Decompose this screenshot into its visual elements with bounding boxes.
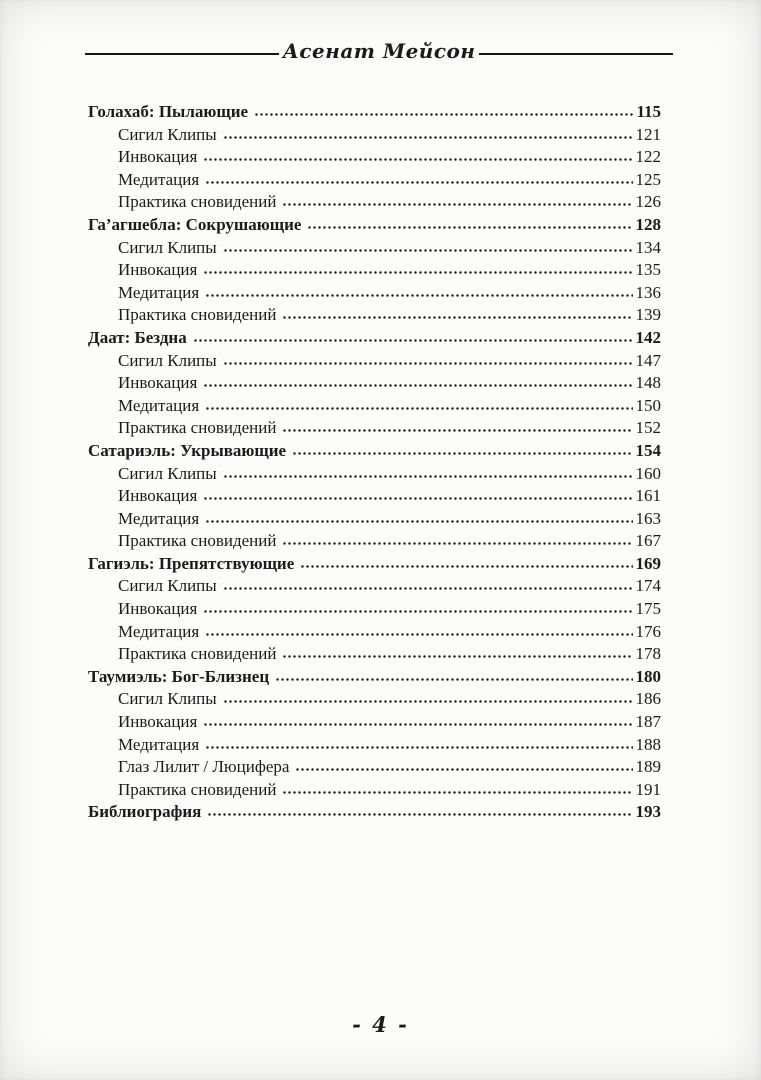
toc-entry-page-number: 175 bbox=[635, 599, 661, 619]
toc-entry-page-number: 147 bbox=[635, 350, 661, 370]
toc-entry-page-number: 191 bbox=[635, 779, 661, 799]
dot-leader bbox=[223, 248, 633, 253]
toc-entry-page-number: 148 bbox=[635, 373, 661, 393]
toc-entry-label: Глаз Лилит / Люцифера bbox=[118, 757, 290, 777]
dot-leader bbox=[282, 654, 632, 659]
dot-leader bbox=[205, 519, 632, 524]
toc-subentry bbox=[88, 395, 661, 418]
dot-leader bbox=[223, 135, 633, 140]
toc-entry-label: Медитация bbox=[118, 508, 200, 528]
toc-entry-page-number: 150 bbox=[635, 395, 661, 415]
toc-entry-page-number: 169 bbox=[635, 553, 661, 573]
dot-leader bbox=[223, 361, 633, 366]
toc-entry-label: Инвокация bbox=[118, 260, 198, 280]
toc-entry-page-number: 161 bbox=[635, 486, 661, 506]
running-header bbox=[85, 38, 673, 62]
dot-leader bbox=[205, 745, 632, 750]
toc-entry-label: Сигил Клипы bbox=[118, 237, 217, 257]
toc-subentry bbox=[88, 304, 661, 327]
toc-subentry bbox=[88, 779, 661, 802]
toc-chapter-entry bbox=[88, 801, 661, 824]
toc-subentry bbox=[88, 688, 661, 711]
toc-subentry bbox=[88, 237, 661, 260]
toc-entry-page-number: 121 bbox=[635, 124, 661, 144]
toc-subentry bbox=[88, 169, 661, 192]
toc-chapter-entry bbox=[88, 101, 661, 124]
dot-leader bbox=[300, 564, 632, 569]
toc-entry-label: Сигил Клипы bbox=[118, 463, 217, 483]
toc-entry-label: Гагиэль: Препятствующие bbox=[88, 553, 295, 573]
toc-entry-label: Сигил Клипы bbox=[118, 689, 217, 709]
toc-entry-page-number: 167 bbox=[635, 531, 661, 551]
toc-subentry bbox=[88, 191, 661, 214]
toc-subentry bbox=[88, 259, 661, 282]
dot-leader bbox=[282, 790, 632, 795]
dot-leader bbox=[295, 767, 632, 772]
toc-entry-label: Медитация bbox=[118, 169, 200, 189]
page-number: - 4 - bbox=[352, 1012, 409, 1037]
toc-subentry bbox=[88, 734, 661, 757]
toc-entry-label: Инвокация bbox=[118, 373, 198, 393]
toc-entry-label: Инвокация bbox=[118, 486, 198, 506]
toc-entry-page-number: 188 bbox=[635, 734, 661, 754]
toc-entry-page-number: 189 bbox=[635, 757, 661, 777]
toc-entry-label: Медитация bbox=[118, 395, 200, 415]
dot-leader bbox=[203, 270, 632, 275]
toc-entry-page-number: 126 bbox=[635, 192, 661, 212]
dot-leader bbox=[205, 632, 632, 637]
dot-leader bbox=[223, 474, 633, 479]
toc-subentry bbox=[88, 146, 661, 169]
toc-entry-label: Га’агшебла: Сокрушающие bbox=[88, 214, 302, 234]
toc-chapter-entry bbox=[88, 214, 661, 237]
toc-subentry bbox=[88, 711, 661, 734]
toc-entry-page-number: 186 bbox=[635, 689, 661, 709]
toc-chapter-entry bbox=[88, 666, 661, 689]
dot-leader bbox=[203, 157, 632, 162]
dot-leader bbox=[205, 293, 632, 298]
toc-entry-page-number: 125 bbox=[635, 169, 661, 189]
toc-subentry bbox=[88, 756, 661, 779]
toc-subentry bbox=[88, 508, 661, 531]
toc-subentry bbox=[88, 282, 661, 305]
dot-leader bbox=[203, 722, 632, 727]
dot-leader bbox=[282, 428, 632, 433]
dot-leader bbox=[193, 338, 633, 343]
toc-entry-label: Практика сновидений bbox=[118, 305, 277, 325]
dot-leader bbox=[307, 225, 632, 230]
dot-leader bbox=[292, 451, 632, 456]
toc-entry-label: Инвокация bbox=[118, 712, 198, 732]
dot-leader bbox=[207, 812, 632, 817]
dot-leader bbox=[223, 699, 633, 704]
toc-entry-page-number: 174 bbox=[635, 576, 661, 596]
toc-entry-label: Практика сновидений bbox=[118, 779, 277, 799]
toc-subentry bbox=[88, 598, 661, 621]
toc-subentry bbox=[88, 530, 661, 553]
toc-entry-label: Практика сновидений bbox=[118, 418, 277, 438]
toc-list bbox=[88, 101, 661, 824]
toc-subentry bbox=[88, 417, 661, 440]
toc-entry-label: Практика сновидений bbox=[118, 192, 277, 212]
toc-entry-page-number: 135 bbox=[635, 260, 661, 280]
toc-entry-page-number: 160 bbox=[635, 463, 661, 483]
toc-entry-page-number: 193 bbox=[635, 802, 661, 822]
toc-subentry bbox=[88, 463, 661, 486]
toc-entry-label: Инвокация bbox=[118, 147, 198, 167]
toc-entry-label: Таумиэль: Бог-Близнец bbox=[88, 666, 270, 686]
toc-entry-page-number: 128 bbox=[635, 214, 661, 234]
toc-entry-page-number: 136 bbox=[635, 282, 661, 302]
toc-entry-page-number: 178 bbox=[635, 644, 661, 664]
toc-subentry bbox=[88, 485, 661, 508]
dot-leader bbox=[275, 677, 632, 682]
dot-leader bbox=[205, 406, 632, 411]
toc-entry-label: Сигил Клипы bbox=[118, 124, 217, 144]
toc-subentry bbox=[88, 124, 661, 147]
toc-entry-page-number: 122 bbox=[635, 147, 661, 167]
toc-entry-label: Сигил Клипы bbox=[118, 350, 217, 370]
toc-entry-page-number: 176 bbox=[635, 621, 661, 641]
toc-entry-label: Библиография bbox=[88, 802, 202, 822]
dot-leader bbox=[203, 383, 632, 388]
toc-entry-page-number: 139 bbox=[635, 305, 661, 325]
toc-entry-label: Сатариэль: Укрывающие bbox=[88, 440, 287, 460]
dot-leader bbox=[282, 541, 632, 546]
toc-entry-label: Практика сновидений bbox=[118, 644, 277, 664]
toc-entry-page-number: 142 bbox=[635, 327, 661, 347]
dot-leader bbox=[205, 180, 632, 185]
toc-entry-label: Инвокация bbox=[118, 599, 198, 619]
dot-leader bbox=[223, 586, 633, 591]
toc-entry-page-number: 115 bbox=[636, 102, 661, 121]
toc-subentry bbox=[88, 372, 661, 395]
dot-leader bbox=[203, 496, 632, 501]
toc-entry-label: Сигил Клипы bbox=[118, 576, 217, 596]
toc-entry-page-number: 152 bbox=[635, 418, 661, 438]
toc-chapter-entry bbox=[88, 440, 661, 463]
toc-entry-page-number: 180 bbox=[635, 666, 661, 686]
toc-entry-page-number: 187 bbox=[635, 712, 661, 732]
toc-subentry bbox=[88, 575, 661, 598]
toc-entry-page-number: 154 bbox=[635, 440, 661, 460]
toc-chapter-entry bbox=[88, 553, 661, 576]
dot-leader bbox=[282, 315, 632, 320]
header-rule-left bbox=[85, 53, 279, 55]
toc-subentry bbox=[88, 643, 661, 666]
toc-entry-page-number: 163 bbox=[635, 508, 661, 528]
dot-leader bbox=[203, 609, 632, 614]
header-rule-right bbox=[479, 53, 673, 55]
toc-entry-label: Медитация bbox=[118, 621, 200, 641]
toc-entry-label: Медитация bbox=[118, 282, 200, 302]
toc-entry-page-number: 134 bbox=[635, 237, 661, 257]
toc-entry-label: Медитация bbox=[118, 734, 200, 754]
dot-leader bbox=[254, 112, 633, 117]
toc-entry-label: Голахаб: Пылающие bbox=[88, 102, 249, 121]
running-header-author: Асенат Мейсон bbox=[282, 39, 476, 63]
dot-leader bbox=[282, 202, 632, 207]
toc-chapter-entry bbox=[88, 327, 661, 350]
toc-entry-label: Даат: Бездна bbox=[88, 327, 187, 347]
toc-subentry bbox=[88, 621, 661, 644]
toc-entry-label: Практика сновидений bbox=[118, 531, 277, 551]
toc-subentry bbox=[88, 350, 661, 373]
